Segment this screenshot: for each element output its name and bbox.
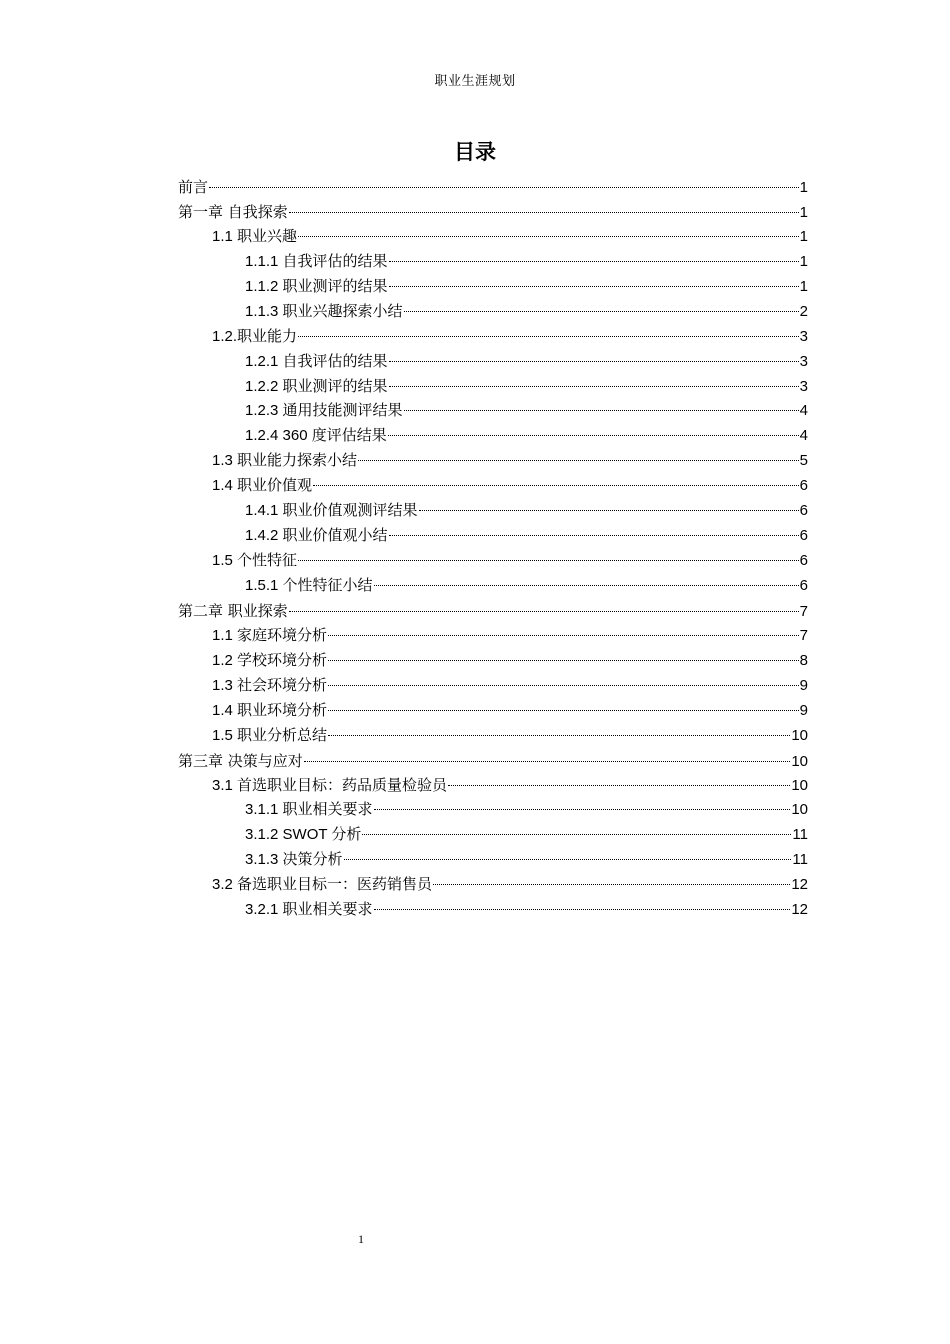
toc-dot-leader: [298, 560, 799, 561]
toc-entry[interactable]: [178, 599, 808, 624]
toc-entry[interactable]: [178, 175, 808, 200]
toc-entry-label: 1.2.职业能力: [212, 327, 298, 345]
toc-dot-leader: [419, 510, 799, 511]
toc-dot-leader: [328, 735, 790, 736]
toc-entry-label: 3.2 备选职业目标一：医药销售员: [212, 876, 433, 894]
toc-dot-leader: [389, 261, 799, 262]
toc-entry-label: 1.2.2 职业测评的结果: [245, 377, 388, 395]
toc-entry[interactable]: [178, 823, 808, 848]
toc-entry-label: 第一章 自我探索: [178, 202, 288, 221]
toc-entry-page: 1: [799, 252, 808, 270]
toc-entry[interactable]: [178, 649, 808, 674]
toc-entry-page: 10: [791, 752, 808, 770]
toc-dot-leader: [389, 361, 799, 362]
toc-entry[interactable]: [178, 424, 808, 449]
toc-dot-leader: [362, 834, 791, 835]
toc-entry-page: 3: [799, 377, 808, 395]
toc-entry-page: 7: [799, 602, 808, 620]
toc-entry[interactable]: [178, 449, 808, 474]
toc-entry[interactable]: [178, 724, 808, 749]
toc-entry[interactable]: [178, 499, 808, 524]
toc-entry-page: 3: [799, 352, 808, 370]
toc-entry-page: 10: [791, 726, 808, 744]
toc-entry-label: 1.2.4 360 度评估结果: [245, 427, 387, 445]
toc-entry-page: 12: [791, 901, 808, 919]
toc-dot-leader: [298, 236, 799, 237]
toc-entry-label: 1.2.3 通用技能测评结果: [245, 402, 403, 420]
toc-dot-leader: [374, 909, 791, 910]
toc-dot-leader: [304, 761, 791, 762]
toc-dot-leader: [389, 286, 799, 287]
toc-entry[interactable]: [178, 798, 808, 823]
toc-entry-page: 3: [799, 327, 808, 345]
toc-dot-leader: [328, 710, 799, 711]
toc-entry-page: 12: [791, 876, 808, 894]
toc-entry-label: 3.1.2 SWOT 分析: [245, 826, 362, 844]
toc-dot-leader: [404, 311, 799, 312]
toc-entry-page: 6: [799, 502, 808, 520]
toc-entry[interactable]: [178, 549, 808, 574]
toc-entry-page: 1: [799, 203, 808, 221]
toc-entry[interactable]: [178, 574, 808, 599]
toc-dot-leader: [388, 435, 799, 436]
toc-entry[interactable]: [178, 848, 808, 873]
toc-entry[interactable]: [178, 399, 808, 424]
toc-entry[interactable]: [178, 225, 808, 250]
toc-dot-leader: [433, 884, 790, 885]
toc-entry[interactable]: [178, 749, 808, 774]
toc-entry-label: 1.1.1 自我评估的结果: [245, 252, 388, 270]
toc-dot-leader: [374, 585, 799, 586]
toc-entry-label: 1.4.2 职业价值观小结: [245, 527, 388, 545]
toc-entry-page: 2: [799, 302, 808, 320]
toc-dot-leader: [404, 410, 799, 411]
toc-dot-leader: [358, 460, 799, 461]
toc-entry[interactable]: [178, 200, 808, 225]
toc-entry-label: 1.2.1 自我评估的结果: [245, 352, 388, 370]
running-header: 职业生涯规划: [434, 74, 516, 89]
toc-entry[interactable]: [178, 250, 808, 275]
toc-entry-label: 1.4.1 职业价值观测评结果: [245, 502, 418, 520]
toc-entry-page: 1: [799, 227, 808, 245]
toc-entry-page: 4: [799, 427, 808, 445]
toc-entry-label: 1.1 职业兴趣: [212, 227, 298, 245]
toc-dot-leader: [389, 386, 799, 387]
toc-entry-label: 1.3 社会环境分析: [212, 676, 328, 694]
toc-entry[interactable]: [178, 300, 808, 325]
toc-entry-page: 6: [799, 552, 808, 570]
toc-entry-label: 前言: [178, 178, 209, 196]
toc-entry-page: 6: [799, 477, 808, 495]
toc-entry-label: 1.5.1 个性特征小结: [245, 577, 373, 594]
toc-entry-label: 第三章 决策与应对: [178, 751, 303, 770]
toc-entry-page: 10: [791, 776, 808, 794]
toc-entry-label: 1.1.2 职业测评的结果: [245, 277, 388, 295]
toc-dot-leader: [328, 685, 799, 686]
toc-dot-leader: [374, 809, 791, 810]
toc-entry-page: 11: [792, 851, 808, 869]
toc-entry-page: 5: [799, 452, 808, 470]
toc-entry[interactable]: [178, 474, 808, 499]
toc-entry-label: 1.5 职业分析总结: [212, 726, 328, 744]
footer-page-number: 1: [358, 1232, 364, 1246]
toc-dot-leader: [389, 535, 799, 536]
toc-entry-page: 11: [792, 826, 808, 844]
toc-entry[interactable]: [178, 375, 808, 400]
toc-entry-page: 1: [799, 277, 808, 295]
toc-entry-page: 6: [799, 527, 808, 545]
toc-dot-leader: [448, 785, 790, 786]
toc-entry-page: 8: [799, 651, 808, 669]
toc-entry[interactable]: [178, 350, 808, 375]
toc-entry[interactable]: [178, 624, 808, 649]
toc-entry[interactable]: [178, 325, 808, 350]
toc-entry-page: 9: [799, 701, 808, 719]
toc-entry[interactable]: [178, 275, 808, 300]
toc-entry[interactable]: [178, 898, 808, 923]
toc-dot-leader: [344, 859, 792, 860]
toc-entry-label: 1.5 个性特征: [212, 552, 298, 570]
toc-entry-label: 1.3 职业能力探索小结: [212, 452, 358, 470]
toc-dot-leader: [328, 660, 799, 661]
table-of-contents: [178, 175, 808, 923]
toc-entry[interactable]: [178, 524, 808, 549]
toc-entry-label: 1.1 家庭环境分析: [212, 626, 328, 644]
toc-entry-page: 6: [799, 577, 808, 594]
toc-entry-label: 3.1.3 决策分析: [245, 851, 343, 869]
toc-entry-label: 1.4 职业价值观: [212, 477, 313, 495]
toc-title: 目录: [454, 140, 496, 164]
toc-entry-label: 3.1 首选职业目标：药品质量检验员: [212, 776, 448, 794]
toc-dot-leader: [289, 212, 799, 213]
toc-dot-leader: [289, 611, 799, 612]
toc-entry-label: 第二章 职业探索: [178, 601, 288, 620]
toc-entry-page: 9: [799, 676, 808, 694]
toc-dot-leader: [328, 635, 799, 636]
toc-dot-leader: [313, 485, 799, 486]
toc-entry-label: 3.1.1 职业相关要求: [245, 801, 373, 819]
toc-entry[interactable]: [178, 699, 808, 724]
toc-entry-label: 1.4 职业环境分析: [212, 701, 328, 719]
toc-entry-page: 4: [799, 402, 808, 420]
toc-entry-label: 1.2 学校环境分析: [212, 651, 328, 669]
toc-entry-label: 1.1.3 职业兴趣探索小结: [245, 302, 403, 320]
toc-entry[interactable]: [178, 774, 808, 799]
toc-entry[interactable]: [178, 873, 808, 898]
toc-entry-page: 1: [799, 179, 808, 196]
toc-dot-leader: [298, 336, 799, 337]
toc-entry-page: 7: [799, 626, 808, 644]
toc-dot-leader: [209, 187, 799, 188]
toc-entry[interactable]: [178, 674, 808, 699]
toc-entry-label: 3.2.1 职业相关要求: [245, 901, 373, 919]
toc-entry-page: 10: [791, 801, 808, 819]
